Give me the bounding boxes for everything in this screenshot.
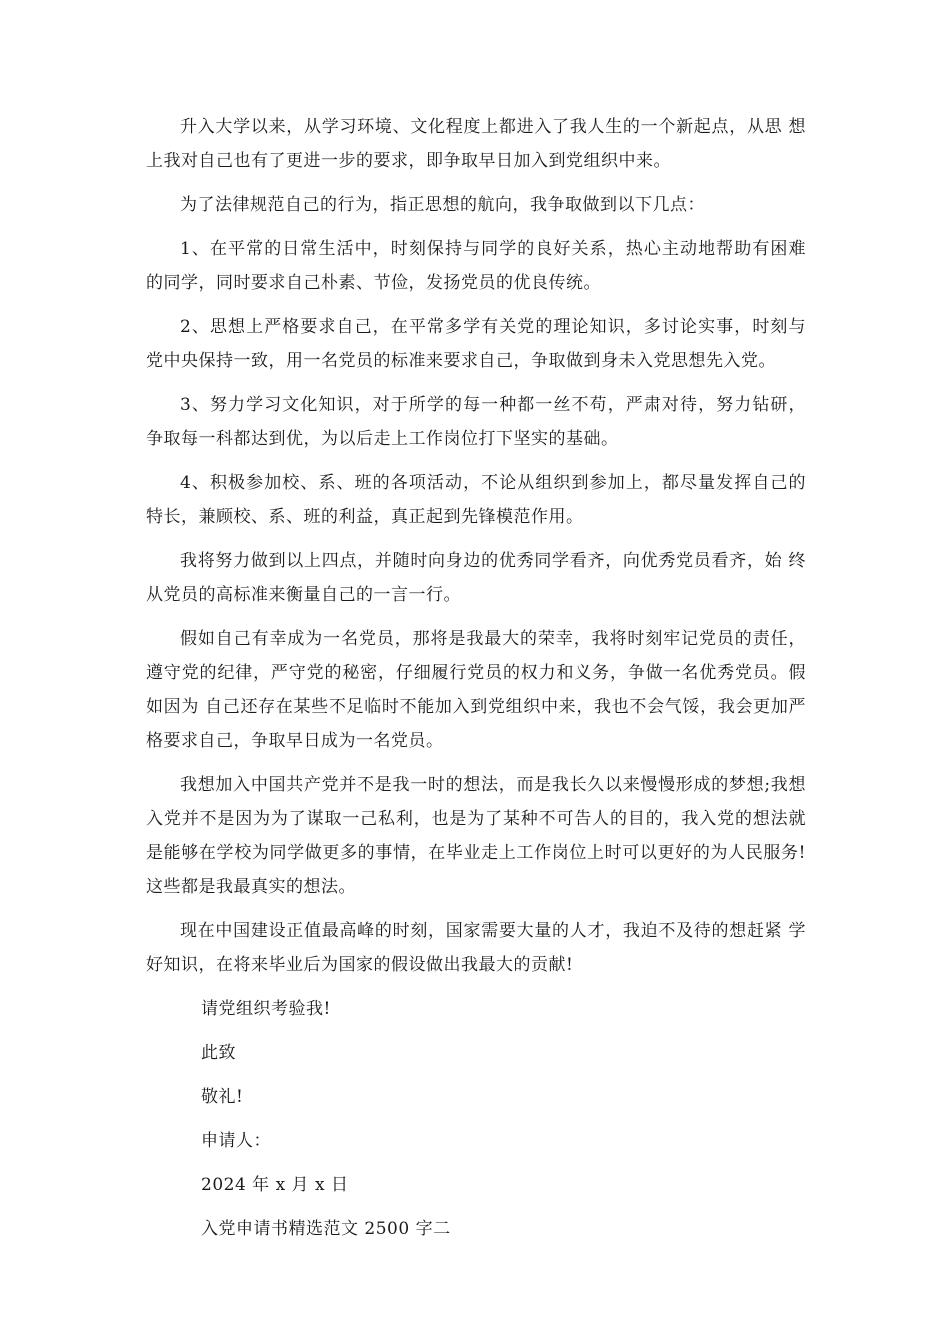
closing-request: 请党组织考验我! xyxy=(201,999,331,1019)
closing-salutation-1: 此致 xyxy=(201,1043,236,1063)
applicant-label: 申请人： xyxy=(201,1131,271,1151)
paragraph-intro: 升入大学以来，从学习环境、文化程度上都进入了我人生的一个新起点，从思 想上我对自己也有了更进一步的要求，即争取早日加入到党组织中来。 xyxy=(146,117,806,171)
paragraph-honor: 假如自己有幸成为一名党员，那将是我最大的荣幸，我将时刻牢记党员的责任， 遵守党的纪律，严守党的秘密，仔细履行党员的权力和义务，争做一名优秀党员。假如因为 自己还存在某些不足临时不能加入到党组织中来，我也不会气馁，我会更加严格要求自己，争取早日成为一名党员。 xyxy=(146,629,806,751)
paragraph-point-4: 4、积极参加校、系、班的各项活动，不论从组织到参加上，都尽量发挥自己的 特长，兼顾校、系、班的利益，真正起到先锋模范作用。 xyxy=(146,473,806,527)
document-body xyxy=(146,110,806,1256)
next-document-title: 入党申请书精选范文 2500 字二 xyxy=(201,1219,451,1239)
paragraph-point-3: 3、努力学习文化知识，对于所学的每一种都一丝不苟，严肃对待，努力钻研， 争取每一科都达到优，为以后走上工作岗位打下坚实的基础。 xyxy=(146,395,806,449)
closing-salutation-2: 敬礼! xyxy=(201,1087,244,1107)
paragraph-commitment: 我将努力做到以上四点，并随时向身边的优秀同学看齐，向优秀党员看齐，始 终从党员的高标准来衡量自己的一言一行。 xyxy=(146,551,806,605)
paragraph-point-1: 1、在平常的日常生活中，时刻保持与同学的良好关系，热心主动地帮助有困难 的同学，同时要求自己朴素、节俭，发扬党员的优良传统。 xyxy=(146,239,806,293)
paragraph-contribution: 现在中国建设正值最高峰的时刻，国家需要大量的人才，我迫不及待的想赶紧 学好知识，在将来毕业后为国家的假设做出我最大的贡献! xyxy=(146,921,806,975)
paragraph-point-2: 2、思想上严格要求自己，在平常多学有关党的理论知识，多讨论实事，时刻与 党中央保持一致，用一名党员的标准来要求自己，争取做到身未入党思想先入党。 xyxy=(146,317,806,371)
paragraph-goals-intro: 为了法律规范自己的行为，指正思想的航向，我争取做到以下几点： xyxy=(180,195,705,215)
paragraph-motivation: 我想加入中国共产党并不是我一时的想法，而是我长久以来慢慢形成的梦想;我想入党并不是因为为了谋取一己私利，也是为了某种不可告人的目的，我入党的想法就是能够在学校为同学做更多的事情，在毕业走上工作岗位上时可以更好的为人民服务!这些都是我最真实的想法。 xyxy=(146,775,806,897)
date-line: 2024 年 x 月 x 日 xyxy=(201,1175,349,1195)
